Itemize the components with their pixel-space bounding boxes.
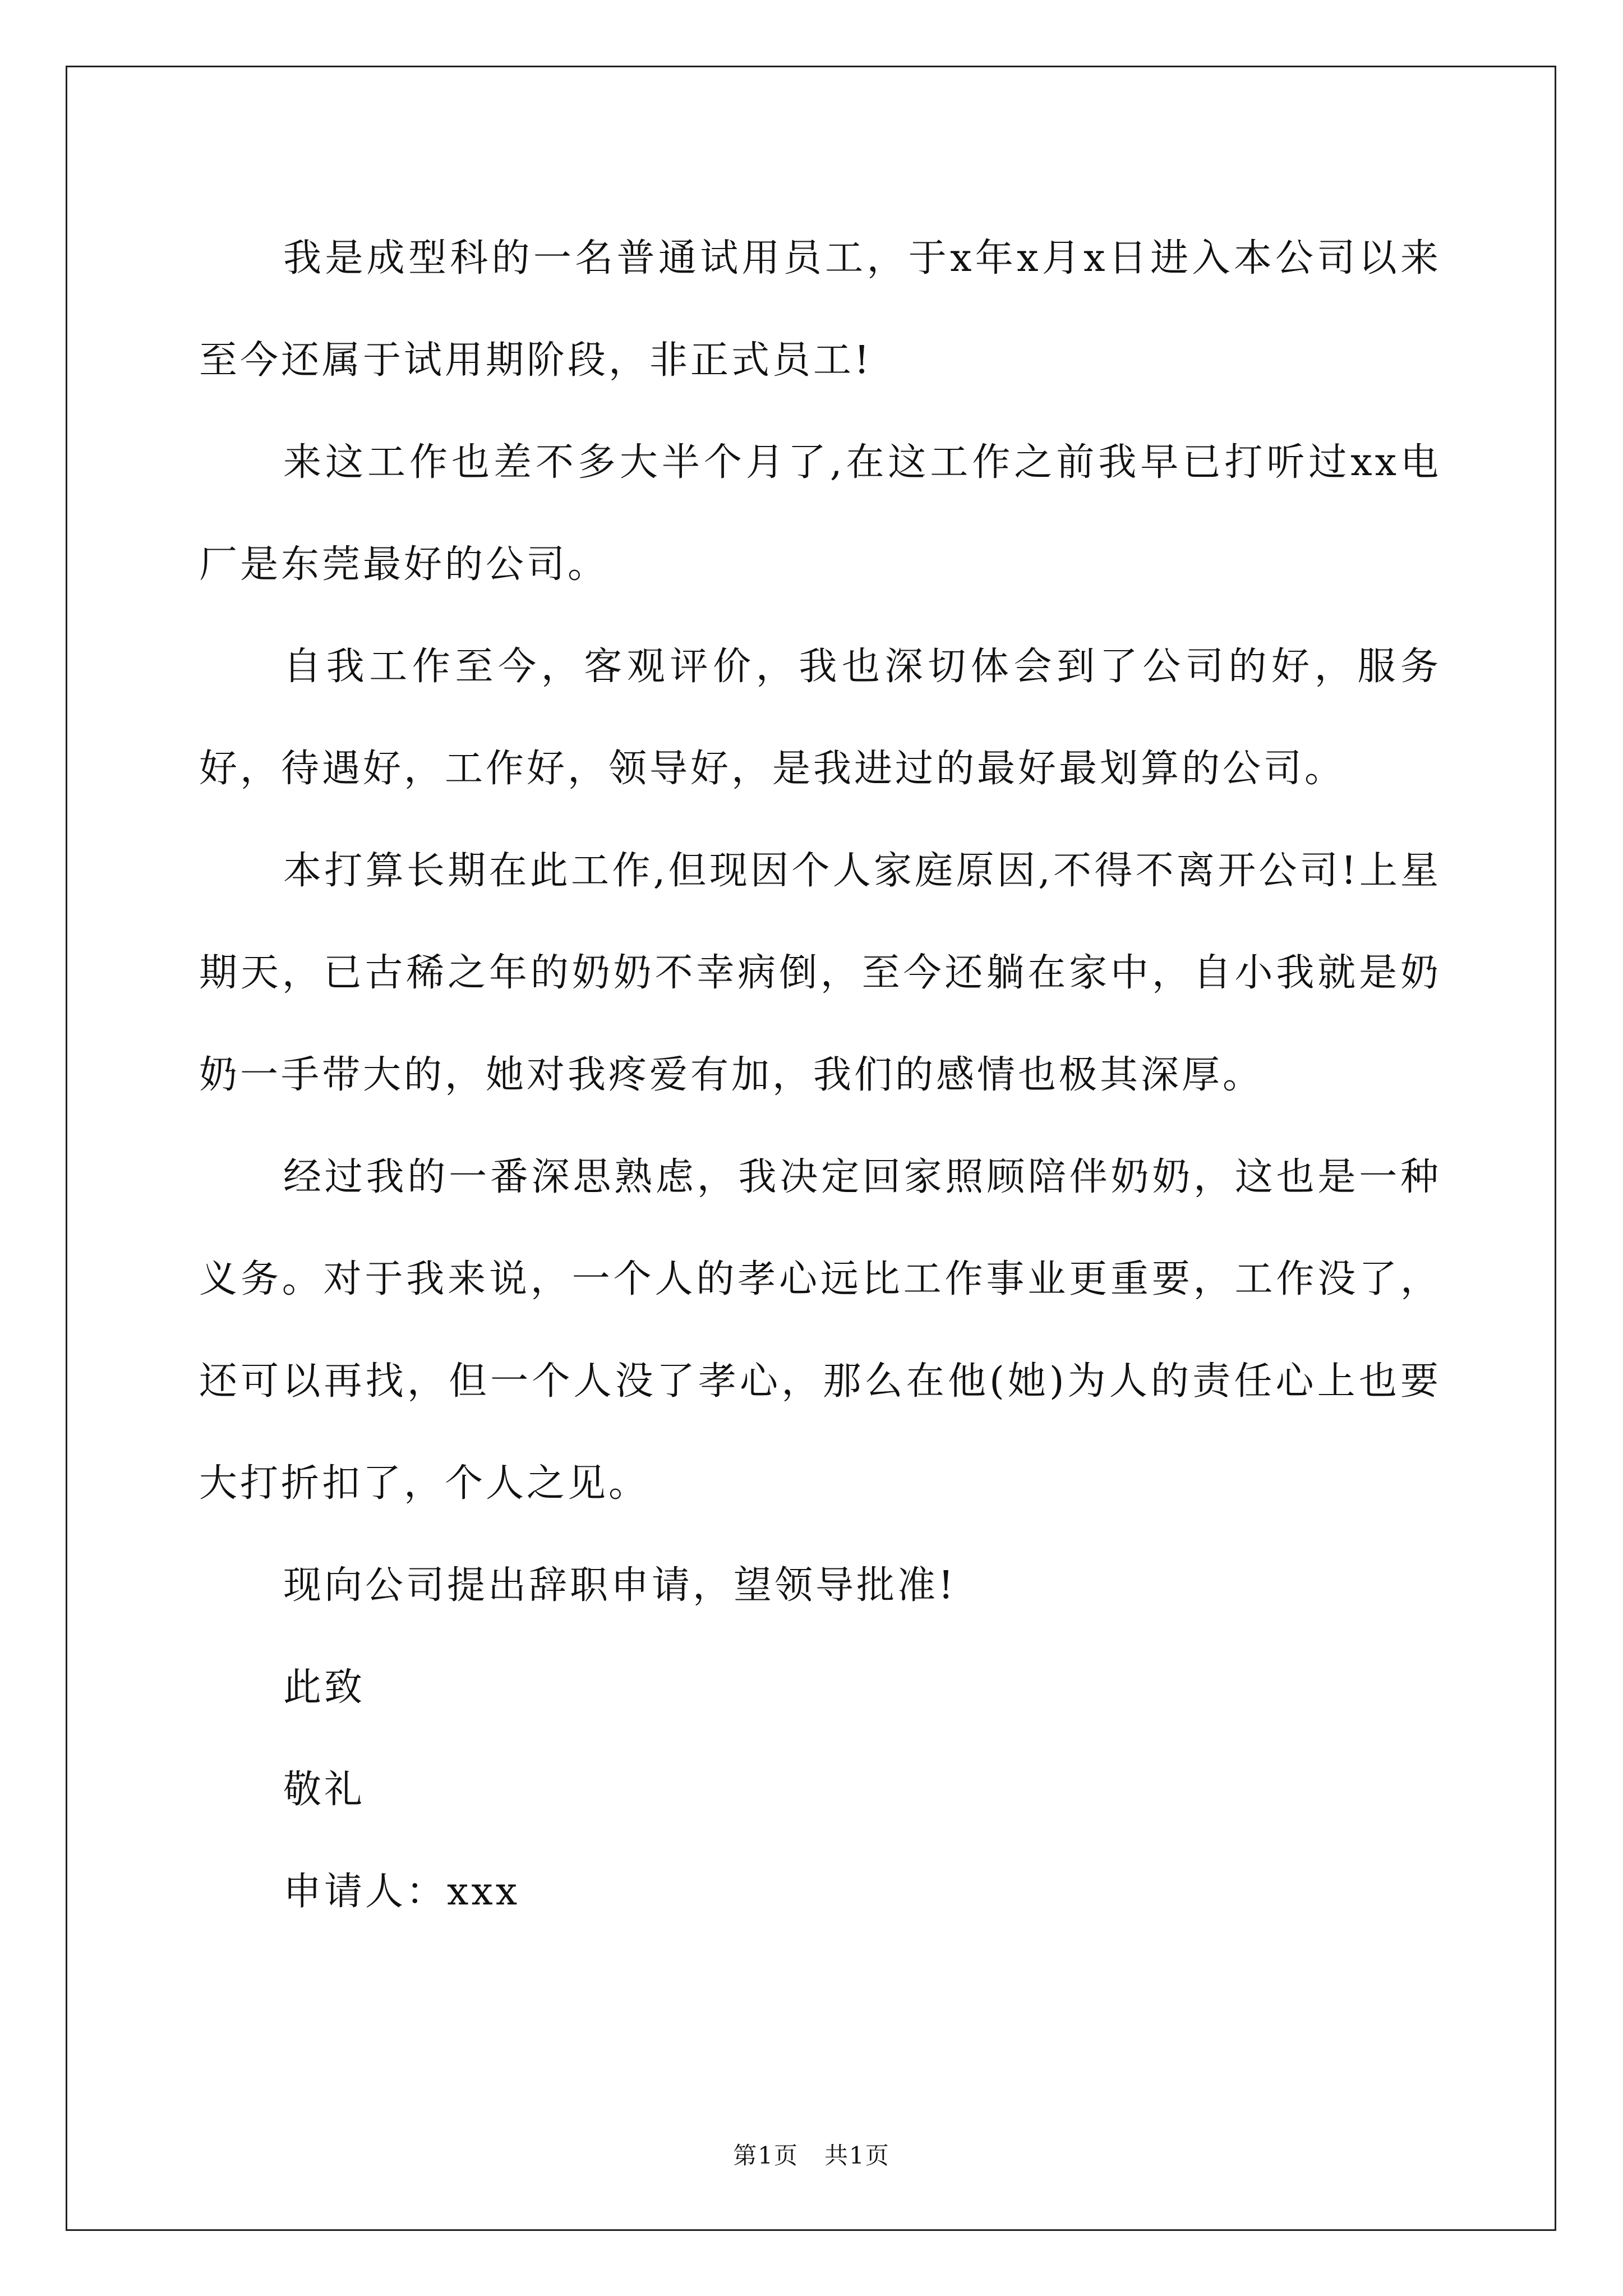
paragraph-intro: 我是成型科的一名普通试用员工，于x年x月x日进入本公司以来至今还属于试用期阶段，非正式员工!	[199, 236, 1441, 383]
page-total: 共1页	[824, 2142, 890, 2169]
closing-regards: 敬礼	[283, 1768, 366, 1812]
page-number: 第1页	[733, 2142, 799, 2169]
paragraph-request: 现向公司提出辞职申请，望领导批准!	[283, 1563, 957, 1608]
paragraph-evaluation: 自我工作至今，客观评价，我也深切体会到了公司的好，服务好，待遇好，工作好，领导好，是我进过的最好最划算的公司。	[199, 645, 1441, 791]
applicant-signature: 申请人：xxx	[283, 1870, 520, 1914]
page-footer	[0, 2137, 1623, 2171]
document-body	[199, 208, 1441, 1943]
paragraph-background: 来这工作也差不多大半个月了,在这工作之前我早已打听过xx电厂是东莞最好的公司。	[199, 440, 1441, 587]
paragraph-decision: 经过我的一番深思熟虑，我决定回家照顾陪伴奶奶，这也是一种义务。对于我来说，一个人的孝心远比工作事业更重要，工作没了，还可以再找，但一个人没了孝心，那么在他(她)为人的责任心上也要大打折扣了，个人之见。	[199, 1155, 1441, 1506]
paragraph-reason: 本打算长期在此工作,但现因个人家庭原因,不得不离开公司!上星期天，已古稀之年的奶奶不幸病倒，至今还躺在家中，自小我就是奶奶一手带大的，她对我疼爱有加，我们的感情也极其深厚。	[199, 849, 1441, 1097]
closing-salutation: 此致	[283, 1665, 366, 1710]
